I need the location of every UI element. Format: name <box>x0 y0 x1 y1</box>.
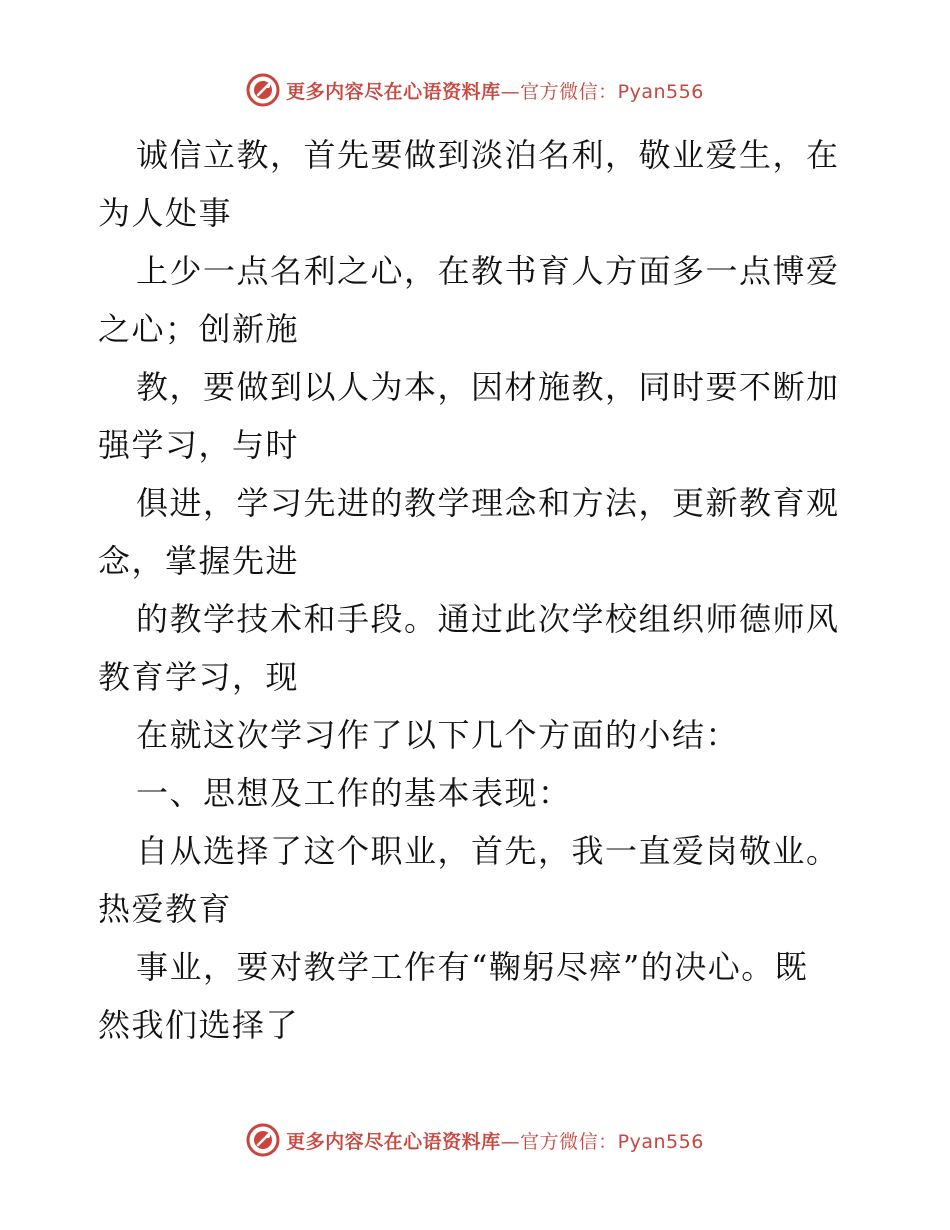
text-line: 教育学习，现 <box>98 658 300 696</box>
watermark-account: 官方微信：Pyan556 <box>520 80 704 103</box>
text-line: 念，掌握先进 <box>98 542 300 580</box>
watermark-text <box>286 1127 704 1154</box>
text-line: 诚信立教，首先要做到淡泊名利，敬业爱生，在 <box>136 136 840 174</box>
watermark-dash: — <box>500 80 521 103</box>
text-line: 俱进，学习先进的教学理念和方法，更新教育观 <box>136 484 840 522</box>
watermark-text <box>286 77 704 104</box>
watermark-brand: 更多内容尽在心语资料库 <box>286 80 501 103</box>
watermark-brand: 更多内容尽在心语资料库 <box>286 1130 501 1153</box>
watermark-account: 官方微信：Pyan556 <box>520 1130 704 1153</box>
brand-logo-icon <box>246 1123 280 1157</box>
text-line: 在就这次学习作了以下几个方面的小结： <box>136 716 740 754</box>
text-line: 的教学技术和手段。通过此次学校组织师德师风 <box>136 600 840 638</box>
text-line: 上少一点名利之心，在教书育人方面多一点博爱 <box>136 252 840 290</box>
text-line: 强学习，与时 <box>98 426 300 464</box>
text-line: 为人处事 <box>98 194 233 232</box>
text-line: 教，要做到以人为本，因材施教，同时要不断加 <box>136 368 840 406</box>
document-body <box>98 126 858 1054</box>
brand-logo-icon <box>246 73 280 107</box>
text-line: 之心；创新施 <box>98 310 300 348</box>
text-line: 然我们选择了 <box>98 1006 300 1044</box>
watermark-dash: — <box>500 1130 521 1153</box>
header-watermark <box>0 70 950 110</box>
section-heading: 一、思想及工作的基本表现： <box>136 774 572 812</box>
text-line: 热爱教育 <box>98 890 233 928</box>
footer-watermark <box>0 1120 950 1160</box>
text-line: 事业，要对教学工作有“鞠躬尽瘁”的决心。既 <box>136 948 809 986</box>
text-line: 自从选择了这个职业，首先，我一直爱岗敬业。 <box>136 832 840 870</box>
